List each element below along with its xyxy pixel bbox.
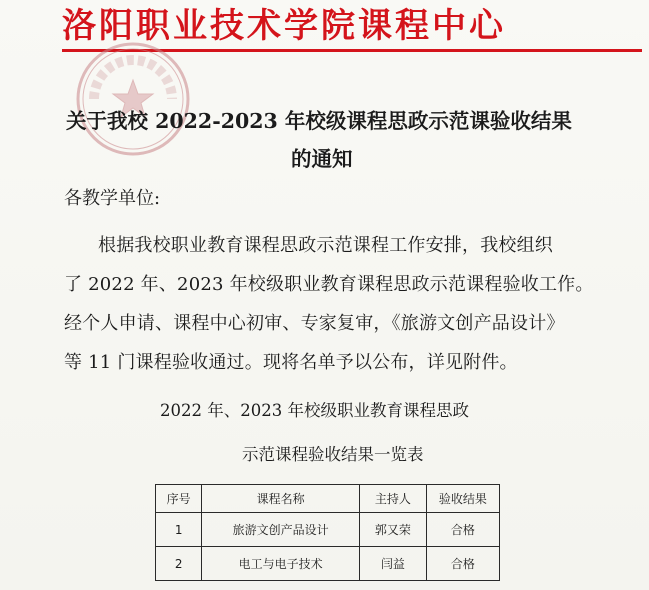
cell-serial-number: 2 (156, 547, 202, 581)
cell-result: 合格 (426, 547, 499, 581)
body-paragraph-line: 等 11 门课程验收通过。现将名单予以公布，详见附件。 (64, 352, 518, 373)
results-table (155, 484, 500, 581)
header-result: 验收结果 (426, 485, 499, 513)
table-caption: 2022 年、2023 年校级职业教育课程思政 (160, 401, 469, 420)
cell-result: 合格 (426, 513, 499, 547)
cell-host: 闫益 (359, 547, 426, 581)
document-title: 关于我校 2022-2023 年校级课程思政示范课验收结果 (66, 109, 572, 133)
body-paragraph-line: 根据我校职业教育课程思政示范课程工作安排，我校组织 (98, 235, 553, 256)
salutation: 各教学单位: (64, 188, 161, 209)
masthead-title: 洛阳职业技术学院课程中心 (62, 6, 506, 46)
header-course-name: 课程名称 (202, 485, 360, 513)
cell-course-name: 旅游文创产品设计 (202, 513, 360, 547)
document-title-continued: 的通知 (291, 147, 353, 171)
table-row (156, 547, 500, 581)
header-serial-number: 序号 (156, 485, 202, 513)
body-paragraph-line: 了 2022 年、2023 年校级职业教育课程思政示范课程验收工作。 (64, 274, 594, 295)
cell-host: 郭又荣 (359, 513, 426, 547)
cell-course-name: 电工与电子技术 (202, 547, 360, 581)
table-caption-continued: 示范课程验收结果一览表 (242, 445, 424, 464)
cell-serial-number: 1 (156, 513, 202, 547)
table-row (156, 513, 500, 547)
body-paragraph-line: 经个人申请、课程中心初审、专家复审，《旅游文创产品设计》 (64, 313, 565, 334)
official-seal-icon (74, 40, 192, 158)
header-host: 主持人 (359, 485, 426, 513)
table-header-row (156, 485, 500, 513)
